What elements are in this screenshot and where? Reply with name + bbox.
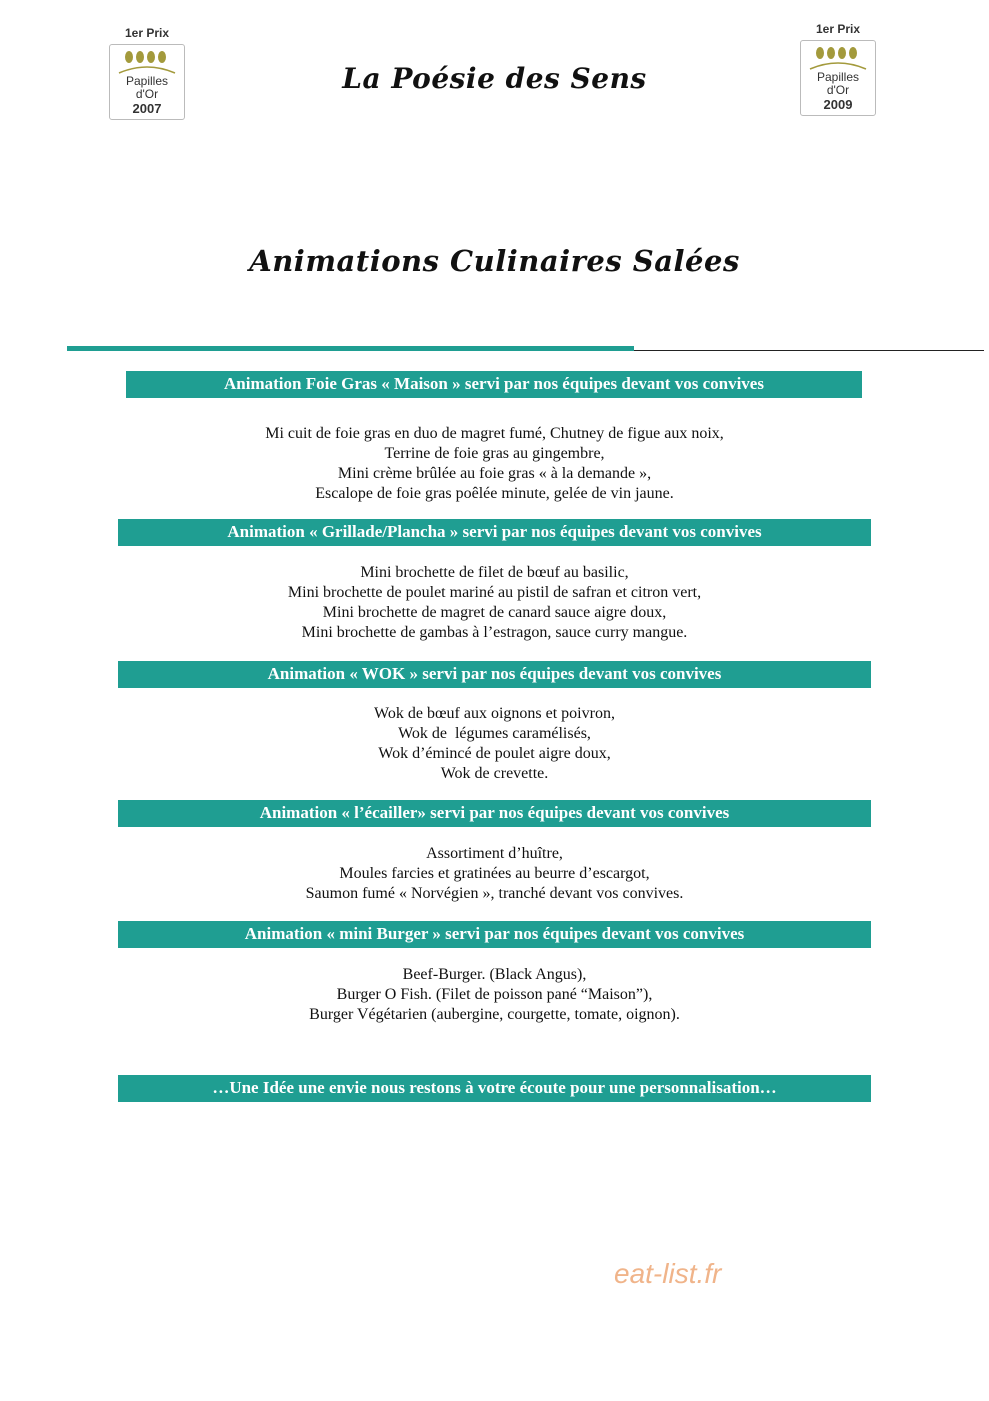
menu-item: Mini brochette de magret de canard sauce aigre doux, (322, 604, 667, 621)
award-name-line1: Papilles (816, 70, 860, 84)
menu-item: Moules farcies et gratinées au beurre d’escargot, (339, 865, 650, 882)
watermark: eat-list.fr (614, 1258, 722, 1289)
menu-item: Mi cuit de foie gras en duo de magret fumé, Chutney de figue aux noix, (265, 425, 724, 442)
section-items-ecailler (118, 844, 871, 904)
award-name-line2: d'Or (826, 83, 850, 97)
section-banner-grillade: Animation « Grillade/Plancha » servi par nos équipes devant vos convives (118, 519, 871, 546)
menu-item: Wok de bœuf aux oignons et poivron, (374, 705, 615, 722)
section-items-burger (118, 965, 871, 1025)
menu-item: Wok de crevette. (440, 765, 549, 782)
menu-item: Assortiment d’huître, (426, 845, 563, 862)
section-banner-burger: Animation « mini Burger » servi par nos équipes devant vos convives (118, 921, 871, 948)
award-name-line1: Papilles (125, 74, 169, 88)
menu-item: Mini brochette de poulet mariné au pistil de safran et citron vert, (287, 584, 702, 601)
menu-item: Escalope de foie gras poêlée minute, gelée de vin jaune. (315, 485, 674, 502)
menu-item: Saumon fumé « Norvégien », tranché devant vos convives. (305, 885, 684, 902)
section-items-grillade (118, 563, 871, 643)
award-prize-label: 1er Prix (124, 26, 170, 40)
menu-item: Wok d’émincé de poulet aigre doux, (378, 745, 611, 762)
menu-item: Burger Végétarien (aubergine, courgette, tomate, oignon). (309, 1006, 680, 1023)
award-prize-label: 1er Prix (815, 22, 861, 36)
menu-item: Wok de légumes caramélisés, (398, 725, 591, 742)
divider-thin (634, 350, 984, 351)
menu-item: Mini brochette de gambas à l’estragon, sauce curry mangue. (301, 624, 688, 641)
award-year: 2009 (823, 97, 853, 112)
page-title: Animations Culinaires Salées (249, 244, 740, 278)
menu-item: Mini crème brûlée au foie gras « à la demande », (337, 465, 652, 482)
menu-item: Burger O Fish. (Filet de poisson pané “Maison”), (336, 986, 653, 1003)
brand-name: La Poésie des Sens (342, 62, 647, 95)
section-banner-ecailler: Animation « l’écailler» servi par nos équipes devant vos convives (118, 800, 871, 827)
menu-item: Terrine de foie gras au gingembre, (384, 445, 605, 462)
footer-banner: …Une Idée une envie nous restons à votre écoute pour une personnalisation… (118, 1075, 871, 1102)
section-items-wok (118, 704, 871, 784)
menu-item: Beef-Burger. (Black Angus), (402, 966, 587, 983)
section-banner-wok: Animation « WOK » servi par nos équipes devant vos convives (118, 661, 871, 688)
menu-item: Mini brochette de filet de bœuf au basilic, (360, 564, 629, 581)
section-items-foie-gras (118, 424, 871, 504)
award-year: 2007 (132, 101, 162, 116)
divider-teal (67, 346, 634, 351)
section-banner-foie-gras: Animation Foie Gras « Maison » servi par nos équipes devant vos convives (126, 371, 862, 398)
award-name-line2: d'Or (135, 87, 159, 101)
